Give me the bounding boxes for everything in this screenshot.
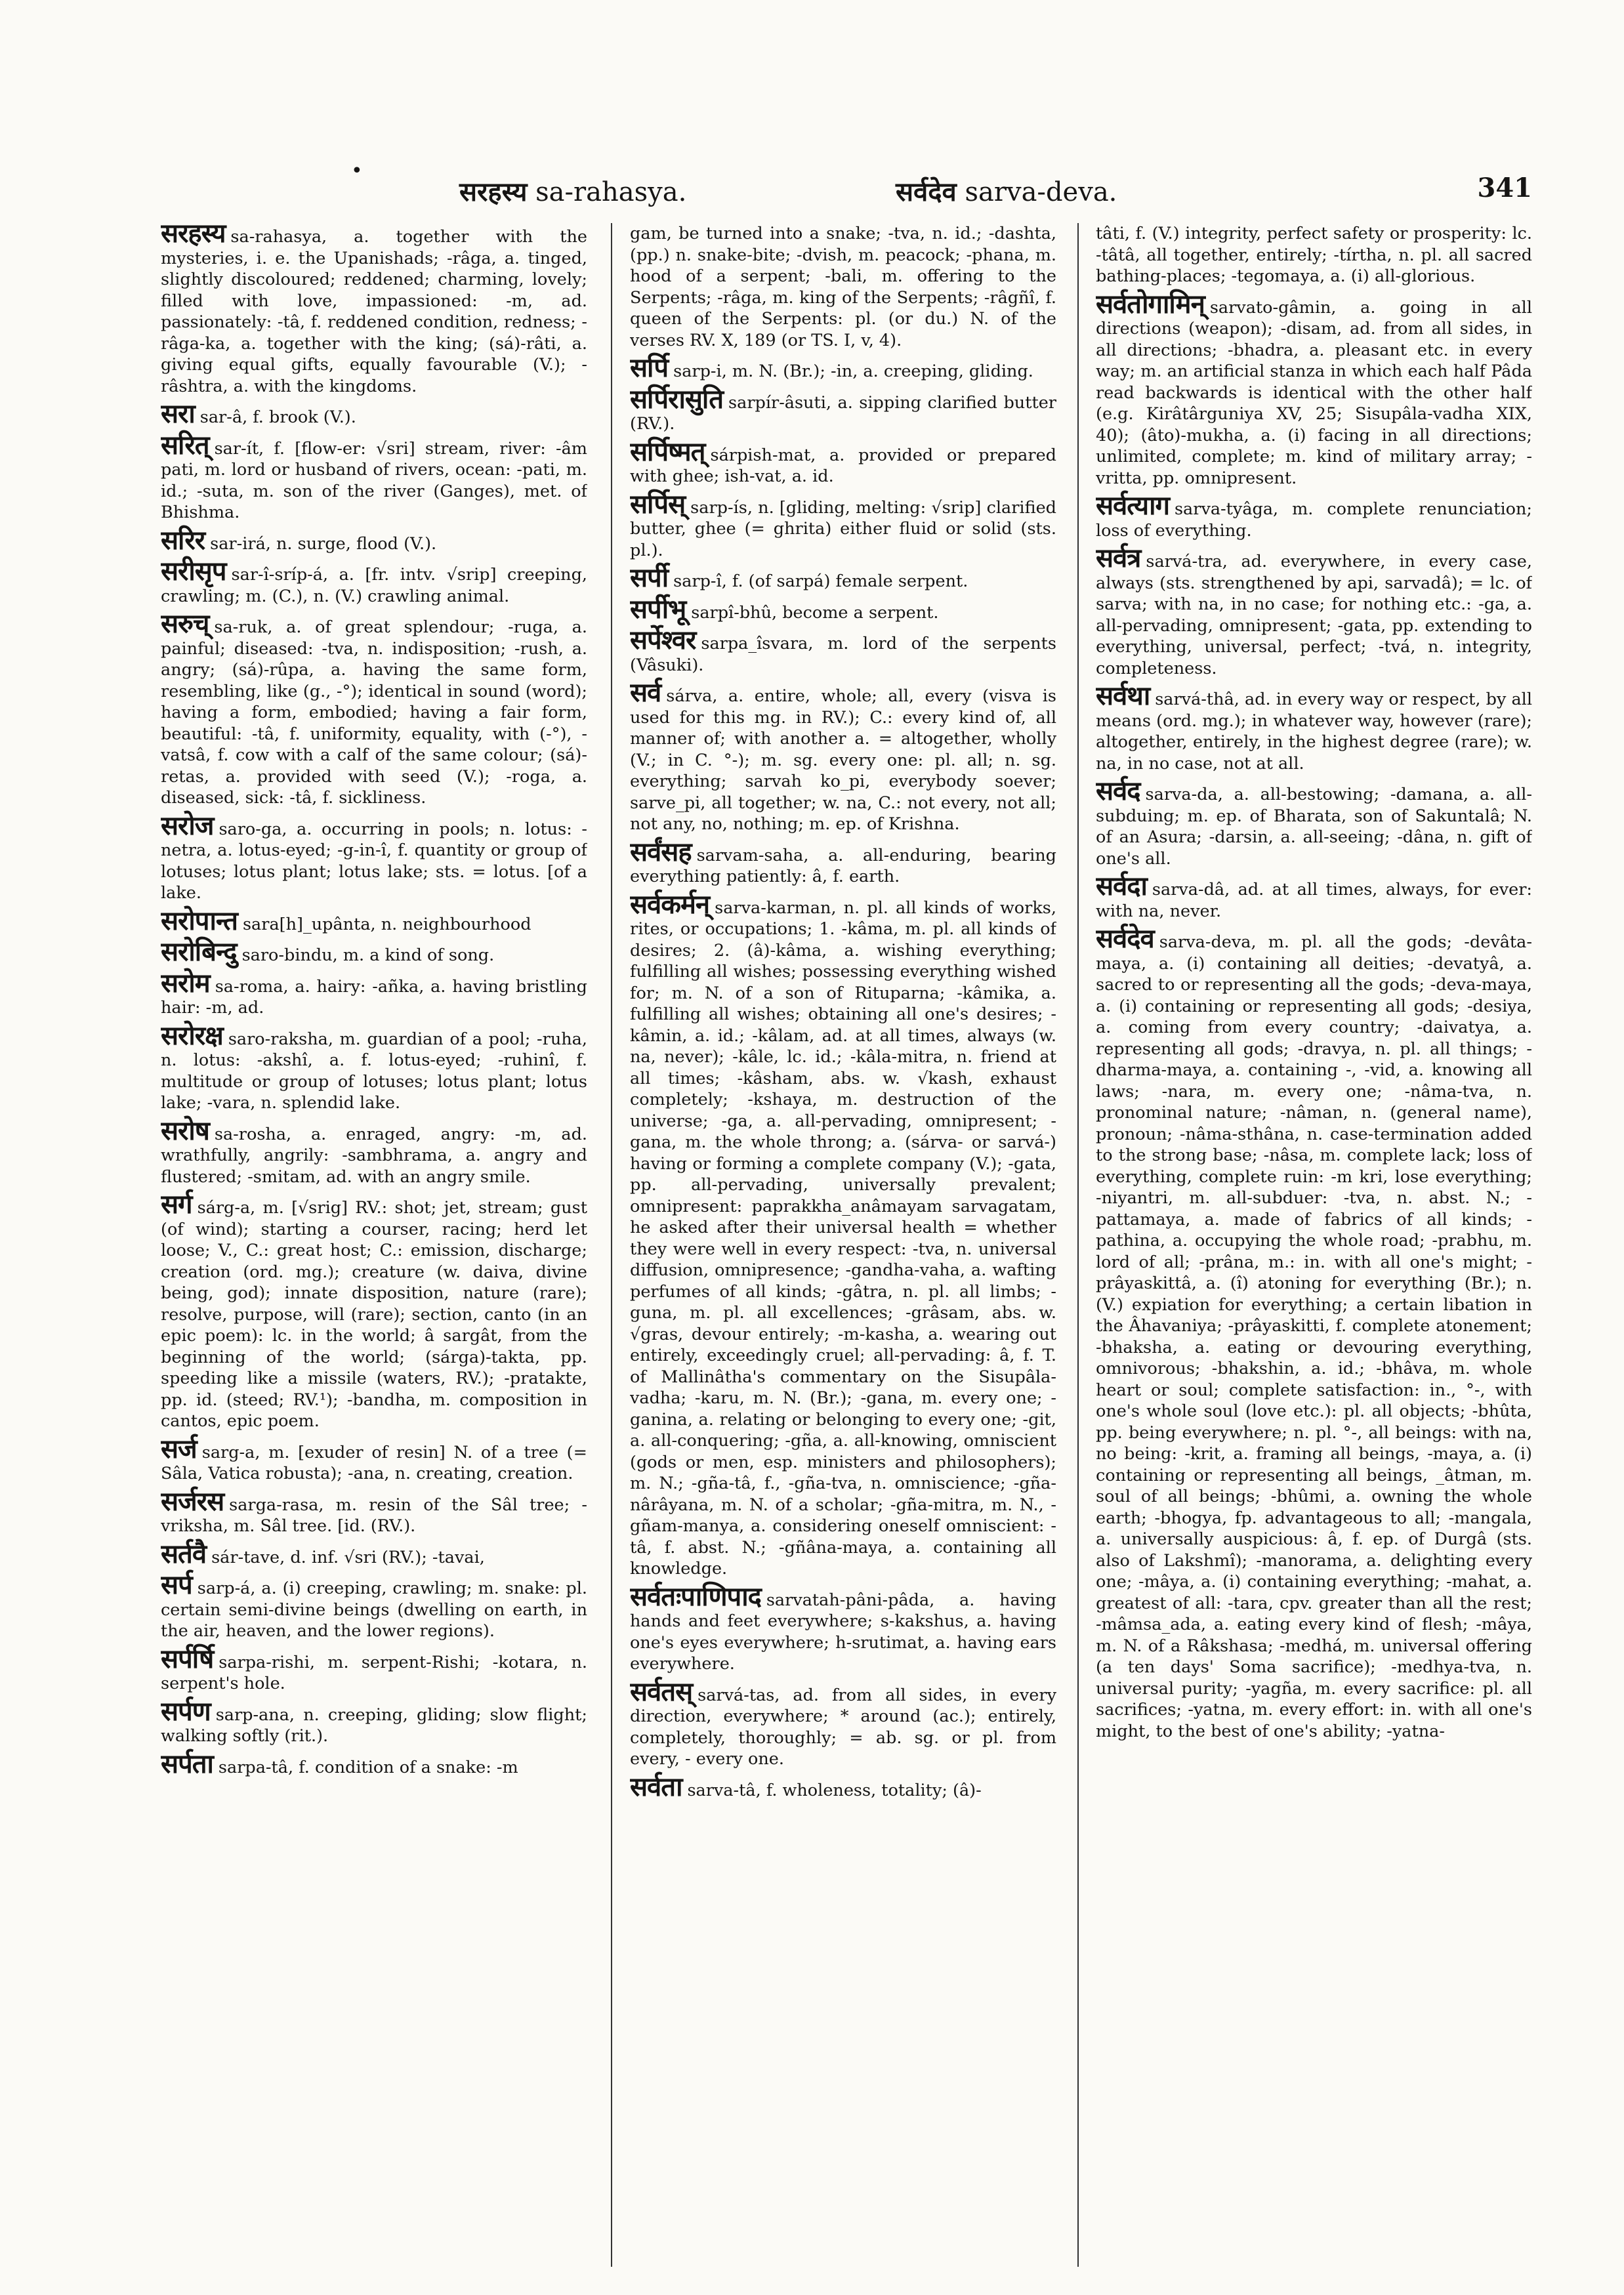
entry-text: sárpish-mat, a. provided or prepared with ghee; ish-vat, a. id.	[630, 445, 1056, 486]
dictionary-entry	[161, 1696, 587, 1747]
entry-headword-devanagari: सर्वत्र	[1096, 543, 1141, 573]
page-number: 341	[1477, 173, 1532, 203]
entry-text: sarvatah-pâni-pâda, a. having hands and feet everywhere; s-kakshus, a. having one's eyes everywhere; h-srutimat, a. having ears everywhere.	[630, 1590, 1056, 1674]
dictionary-entry	[630, 353, 1056, 383]
entry-headword-devanagari: सर्पिस्	[630, 489, 686, 520]
dictionary-entry	[161, 223, 587, 397]
column-rule-1	[611, 223, 612, 2267]
column-2	[630, 223, 1056, 2267]
entry-text: sa-ruk, a. of great splendour; -ruga, a. painful; diseased: -tva, n. indisposition; -rush, a. angry; (sá)-rûpa, a. having the same form, resembling, like (g., -°); identical in sound (word); having a form, embodied; having a fair form, beautiful: -tâ, f. uniformity, equality, with (-°), -vatsâ, f. cow with a calf of the same colour; (sá)-retas, a. provided with seed (V.); -roga, a. diseased, sick: -tâ, f. sickliness.	[161, 617, 587, 808]
column-rule-2	[1077, 223, 1079, 2267]
dictionary-entry	[161, 1570, 587, 1642]
header-right-guideword	[896, 173, 1117, 209]
entry-text: sarva-karman, n. pl. all kinds of works, rites, or occupations; 1. -kâma, m. pl. all kinds of desires; 2. (â)-kâma, a. wishing everything; fulfilling all wishes; possessing everything wished for; m. N. of a son of Rituparna; -kâmika, a. fulfilling all wishes; obtaining all one's desires; -kâmin, a. id.; -kâlam, ad. at all times, always (w. na, never); -kâle, lc. id.; -kâla-mitra, n. friend at all times; -kâsham, abs. w. √kash, exhaust completely; -kshaya, m. destruction of the universe; -ga, a. all-pervading, omnipresent; -gana, m. the whole throng; a. (sárva- or sarvá-) having or forming a complete company (V.); -gata, pp. all-pervading, universally prevalent; omnipresent: paprakkha_anâmayam sarvagatam, he asked after their universal health = whether they were well in every respect: -tva, n. universal diffusion, omnipresence; -gandha-vaha, a. wafting perfumes of all kinds; -gâtra, n. pl. all limbs; -guna, m. pl. all excellences; -grâsam, abs. w. √gras, devour entirely; -m-kasha, a. wearing out entirely, exceedingly cruel; all-pervading: â, f. T. of Mallinâtha's commentary on the Sisupâla-vadha; -karu, m. N. (Br.); -gana, m. every one; -ganina, a. relating or belonging to every one; -git, a. all-conquering; -gña, a. all-knowing, omniscient (gods or men, esp. ministers and philosophers); m. N.; -gña-tâ, f., -gña-tva, n. omniscience; -gña-nârâyana, m. N. of a scholar; -gña-mitra, m. N., -gñam-manya, a. considering oneself omniscient: -tâ, f. abst. N.; -gñâna-maya, a. containing all knowledge.	[630, 898, 1056, 1579]
entry-headword-devanagari: सर्वदा	[1096, 871, 1147, 901]
header-left-roman: sa-rahasya.	[535, 177, 687, 207]
entry-headword-devanagari: सरहस्य	[161, 223, 226, 249]
entry-text: gam, be turned into a snake; -tva, n. id.; -dashta, (pp.) n. snake-bite; -dvish, m. peacock; -phana, m. hood of a serpent; -bali, m. offering to the Serpents; -râga, m. king of the Serpents; -râgñî, f. queen of the Serpents: pl. (or du.) N. of the verses RV. X, 189 (or TS. I, v, 4).	[630, 224, 1056, 350]
entry-text: sarp-ana, n. creeping, gliding; slow flight; walking softly (rit.).	[161, 1705, 587, 1746]
entry-text: sarvá-thâ, ad. in every way or respect, by all means (ord. mg.); in whatever way, however (rare); altogether, entirely, in the highest degree (rare); w. na, in no case, not at all.	[1096, 690, 1532, 774]
entry-headword-devanagari: सर्वकर्मन्	[630, 889, 710, 920]
entry-text: sarp-î, f. (of sarpá) female serpent.	[673, 571, 968, 591]
header-left-devanagari: सरहस्य	[459, 176, 528, 207]
entry-text: sárva, a. entire, whole; all, every (visva is used for this mg. in RV.); C.: every kind of, all manner of; with another a. = altogether, wholly (V.; in C. °-); m. sg. every one: pl. all; n. sg. everything; sarvah ko_pi, everybody soever; sarve_pi, all together; w. na, C.: not every, not all; not any, no, nothing; m. ep. of Krishna.	[630, 686, 1056, 834]
dictionary-entry	[161, 556, 587, 607]
entry-headword-devanagari: सर्वंसह	[630, 837, 692, 867]
entry-text: sarg-a, m. [exuder of resin] N. of a tree (= Sâla, Vatica robusta); -ana, n. creating, creation.	[161, 1442, 587, 1483]
entry-headword-devanagari: सर्ज	[161, 1434, 197, 1464]
entry-text: sarp-ís, n. [gliding, melting: √srip] clarified butter, ghee (= ghrita) either fluid or solid (sts. pl.).	[630, 497, 1056, 560]
dictionary-entry	[161, 1486, 587, 1537]
dictionary-entry	[161, 1539, 587, 1569]
dictionary-entry	[630, 384, 1056, 435]
entry-text: sárg-a, m. [√srig] RV.: shot; jet, stream; gust (of wind); starting a courser, racing; herd let loose; V., C.: great host; C.: emission, discharge; creation (ord. mg.); creature (w. daiva, divine being, god); innate disposition, nature (rare); resolve, purpose, will (rare); section, canto (in an epic poem): lc. in the world; â sargât, from the beginning of the world; (sárga)-takta, pp. speeding like a missile (waters, RV.); -pratakte, pp. id. (steed; RV.¹); -bandha, m. composition in cantos, epic poem.	[161, 1198, 587, 1431]
entry-text: sarga-rasa, m. resin of the Sâl tree; -vriksha, m. Sâl tree. [id. (RV.).	[161, 1495, 587, 1536]
entry-text: sa-rosha, a. enraged, angry: -m, ad. wrathfully, angrily: -sambhrama, a. angry and flustered; -smitam, ad. with an angry smile.	[161, 1124, 587, 1187]
entry-text: sar-ít, f. [flow-er: √sri] stream, river: -âm pati, m. lord or husband of rivers, ocean: -pati, m. id.; -suta, m. son of the river (Ganges), met. of Bhishma.	[161, 438, 587, 522]
columns-container	[161, 223, 1532, 2267]
entry-text: sar-î-sríp-á, a. [fr. intv. √srip] creeping, crawling; m. (C.), n. (V.) crawling animal.	[161, 565, 587, 606]
entry-headword-devanagari: सर्तवै	[161, 1539, 207, 1569]
dictionary-entry	[161, 937, 587, 967]
dictionary-entry	[161, 1115, 587, 1188]
entry-text: sarva-tâ, f. wholeness, totality; (â)-	[687, 1780, 982, 1800]
entry-text: sarp-i, m. N. (Br.); -in, a. creeping, gliding.	[673, 362, 1033, 381]
entry-text: sarpír-âsuti, a. sipping clarified butter (RV.).	[630, 392, 1056, 434]
dictionary-entry	[1096, 543, 1532, 679]
dictionary-entry	[630, 1676, 1056, 1770]
entry-headword-devanagari: सर्प	[161, 1570, 192, 1600]
dictionary-entry	[1096, 681, 1532, 774]
entry-text: sár-tave, d. inf. √sri (RV.); -tavai,	[211, 1547, 485, 1567]
entry-text: sarpa-tâ, f. condition of a snake: -m	[218, 1757, 518, 1777]
entry-text: saro-bindu, m. a kind of song.	[241, 945, 495, 965]
entry-headword-devanagari: सर्वथा	[1096, 681, 1150, 711]
entry-headword-devanagari: सर्वद	[1096, 776, 1140, 806]
entry-headword-devanagari: सरोरक्ष	[161, 1020, 223, 1051]
dictionary-entry	[630, 436, 1056, 487]
dictionary-entry	[630, 223, 1056, 351]
entry-text: sarva-deva, m. pl. all the gods; -devâta-maya, a. (i) containing all deities; -devatyâ, a. sacred to or representing all the gods; -deva-maya, a. (i) containing or representing all gods; -desiya, a. coming from every country; -daivatya, a. representing all gods; -dravya, n. pl. all things; -dharma-maya, a. containing -, -vid, a. knowing all laws; -nara, m. every one; -nâma-tva, n. pronominal nature; -nâman, n. (general name), pronoun; -nâma-sthâna, n. case-termination added to the strong base; -nâsa, m. complete lack; loss of everything, complete ruin: -m kri, lose everything; -niyantri, m. all-subduer: -tva, n. abst. N.; -pattamaya, a. made of fabrics of all kinds; -pathina, a. occupying the whole road; -prabhu, m. lord of all; -prâna, m.: in. with all one's might; -prâyaskittâ, a. (î) atoning for everything (Br.); n. (V.) expiation for everything; a certain libation in the Âhavaniya; -prâyaskitti, f. complete atonement; -bhaksha, a. eating or devouring everything, omnivorous; -bhakshin, a. id.; -bhâva, m. whole heart or soul; complete satisfaction: in., °-, with one's whole soul (love etc.): pl. all objects; -bhûta, pp. being everywhere; n. pl. °-, all beings: with na, no being: -krit, a. framing all beings, -maya, a. (i) containing or representing all beings, _âtman, m. soul of all beings; -bhûmi, a. owning the whole earth; -bhogya, fp. advantageous to all; -mangala, a. universally auspicious: â, f. ep. of Durgâ (sts. also of Lakshmî); -manorama, a. delighting every one; -mâya, a. (i) containing everything; -mahat, a. greatest of all: -tara, cpv. greater than all the rest; -mâmsa_ada, a. eating every kind of flesh; -mâya, m. N. of a Râkshasa; -medhá, m. universal offering (a ten days' Soma sacrifice); -medhya-tva, n. universal purity; -yagña, m. every sacrifice: pl. all sacrifices; -yatna, m. every effort: in. with all one's might, to the best of one's ability; -yatna-	[1096, 932, 1532, 1741]
dictionary-entry	[630, 889, 1056, 1580]
entry-headword-devanagari: सरुच्	[161, 609, 209, 639]
entry-headword-devanagari: सरोष	[161, 1115, 209, 1146]
dictionary-entry	[1096, 924, 1532, 1742]
entry-text: sarva-dâ, ad. at all times, always, for ever: with na, never.	[1096, 880, 1532, 921]
header-right-devanagari: सर्वदेव	[896, 176, 957, 207]
entry-headword-devanagari: सर्वता	[630, 1771, 682, 1802]
entry-text: saro-raksha, m. guardian of a pool; -ruha, n. lotus: -akshî, a. f. lotus-eyed; -ruhinî, f. multitude or group of lotuses; lotus plant; lotus lake; -vara, n. splendid lake.	[161, 1029, 587, 1113]
dictionary-entry	[630, 837, 1056, 888]
entry-headword-devanagari: सरीसृप	[161, 556, 226, 587]
dictionary-entry	[630, 594, 1056, 625]
dictionary-entry	[161, 525, 587, 556]
entry-headword-devanagari: सर्वत्याग	[1096, 491, 1169, 521]
dictionary-entry	[630, 1581, 1056, 1675]
entry-text: sarp-á, a. (i) creeping, crawling; m. snake: pl. certain semi-divine beings (dwelling on earth, in the air, heaven, and the lower regions).	[161, 1579, 587, 1641]
dictionary-entry	[1096, 289, 1532, 489]
header-dot: •	[351, 159, 363, 182]
dictionary-entry	[630, 678, 1056, 835]
entry-headword-devanagari: सरित्	[161, 430, 209, 461]
entry-headword-devanagari: सर्वतस्	[630, 1676, 693, 1707]
dictionary-entry	[161, 430, 587, 524]
dictionary-entry	[1096, 776, 1532, 869]
entry-headword-devanagari: सरा	[161, 399, 195, 429]
entry-headword-devanagari: सर्पी	[630, 563, 669, 593]
entry-headword-devanagari: सर्वतोगामिन्	[1096, 289, 1205, 320]
dictionary-entry	[630, 489, 1056, 562]
entry-headword-devanagari: सर्पर्षि	[161, 1644, 214, 1674]
entry-headword-devanagari: सर्पता	[161, 1748, 213, 1779]
dictionary-entry	[161, 1644, 587, 1695]
entry-headword-devanagari: सर्वदेव	[1096, 924, 1154, 954]
entry-text: sarvá-tas, ad. from all sides, in every direction, everywhere; * around (ac.); entirely, completely, thoroughly; = ab. sg. or pl. from every, - every one.	[630, 1685, 1056, 1769]
dictionary-entry	[161, 1189, 587, 1432]
entry-headword-devanagari: सर्व	[630, 678, 661, 708]
running-header	[161, 159, 1532, 213]
entry-text: sarvato-gâmin, a. going in all directions (weapon); -disam, ad. from all sides, in all directions; -bhadra, a. pleasant etc. in every way; m. an artificial stanza in which each half Pâda read backwards is identical with the other half (e.g. Kirâtârguniya XV, 25; Sisupâla-vadha XIX, 40); (âto)-mukha, a. (i) facing in all directions; unlimited, complete; m. kind of military array; -vritta, pp. omnipresent.	[1096, 297, 1532, 488]
entry-text: sa-roma, a. hairy: -añka, a. having bristling hair: -m, ad.	[161, 976, 587, 1018]
entry-headword-devanagari: सर्पिरासुति	[630, 384, 724, 415]
entry-headword-devanagari: सरोम	[161, 968, 210, 999]
dictionary-entry	[1096, 871, 1532, 922]
entry-headword-devanagari: सर्पेश्वर	[630, 625, 696, 655]
dictionary-entry	[161, 1434, 587, 1485]
entry-text: sar-â, f. brook (V.).	[199, 407, 356, 427]
entry-headword-devanagari: सरोज	[161, 810, 214, 841]
dictionary-entry	[161, 905, 587, 936]
entry-text: sarva-da, a. all-bestowing; -damana, a. all-subduing; m. ep. of Bharata, son of Sakuntalâ; N. of an Asura; -darsin, a. all-seeing; -dâna, n. gift of one's all.	[1096, 785, 1532, 869]
entry-text: sara[h]_upânta, n. neighbourhood	[242, 914, 531, 934]
header-left-guideword	[459, 173, 686, 209]
entry-headword-devanagari: सर्पण	[161, 1696, 211, 1727]
dictionary-entry	[630, 625, 1056, 676]
dictionary-entry	[161, 399, 587, 429]
dictionary-entry	[161, 609, 587, 809]
entry-headword-devanagari: सर्पिष्मत्	[630, 436, 705, 467]
entry-text: sar-irá, n. surge, flood (V.).	[210, 533, 437, 554]
entry-text: tâti, f. (V.) integrity, perfect safety or prosperity: lc. -tâtâ, all together, entirely; -tírtha, n. pl. all sacred bathing-places; -tegomaya, a. (i) all-glorious.	[1096, 224, 1532, 286]
entry-headword-devanagari: सर्जरस	[161, 1486, 224, 1517]
entry-text: saro-ga, a. occurring in pools; n. lotus: -netra, a. lotus-eyed; -g-in-î, f. quantity or group of lotuses; lotus plant; lotus lake; sts. = lotus. [of a lake.	[161, 819, 587, 903]
entry-text: sa-rahasya, a. together with the mysteries, i. e. the Upanishads; -râga, a. tinged, slightly discoloured; reddened; charming, lovely; filled with love, impassioned: -m, ad. passionately: -tâ, f. reddened condition, redness; -râga-ka, a. together with the king; (sá)-râti, a. giving equal gifts, equally favourable (V.); -râshtra, a. with the kingdoms.	[161, 227, 587, 396]
entry-headword-devanagari: सर्वतःपाणिपाद	[630, 1581, 761, 1612]
dictionary-entry	[161, 1748, 587, 1779]
dictionary-entry	[161, 1020, 587, 1114]
dictionary-entry	[161, 810, 587, 904]
dictionary-entry	[630, 563, 1056, 593]
entry-headword-devanagari: सरिर	[161, 525, 205, 556]
dictionary-entry	[1096, 223, 1532, 287]
entry-text: sarpa_îsvara, m. lord of the serpents (Vâsuki).	[630, 634, 1056, 675]
entry-headword-devanagari: सरोबिन्दु	[161, 937, 237, 967]
entry-text: sarva-tyâga, m. complete renunciation; loss of everything.	[1096, 499, 1532, 541]
dictionary-page	[161, 159, 1532, 2267]
column-3	[1096, 223, 1532, 2267]
entry-headword-devanagari: सरोपान्त	[161, 905, 238, 936]
entry-headword-devanagari: सर्पि	[630, 353, 669, 383]
dictionary-entry	[1096, 491, 1532, 541]
entry-text: sarpa-rishi, m. serpent-Rishi; -kotara, n. serpent's hole.	[161, 1652, 587, 1693]
entry-text: sarvam-saha, a. all-enduring, bearing everything patiently: â, f. earth.	[630, 845, 1056, 886]
header-right-roman: sarva-deva.	[965, 177, 1117, 207]
entry-headword-devanagari: सर्पीभू	[630, 594, 686, 625]
column-1	[161, 223, 587, 2267]
entry-headword-devanagari: सर्ग	[161, 1189, 192, 1220]
entry-text: sarvá-tra, ad. everywhere, in every case, always (sts. strengthened by api, sarvadâ); = lc. of sarva; with na, in no case; for nothing etc.: -ga, a. all-pervading, omnipresent; -gata, pp. extending to everything, universal, perfect; -tvá, n. integrity, completeness.	[1096, 552, 1532, 678]
entry-text: sarpî-bhû, become a serpent.	[691, 602, 939, 623]
dictionary-entry	[630, 1771, 1056, 1802]
dictionary-entry	[161, 968, 587, 1019]
